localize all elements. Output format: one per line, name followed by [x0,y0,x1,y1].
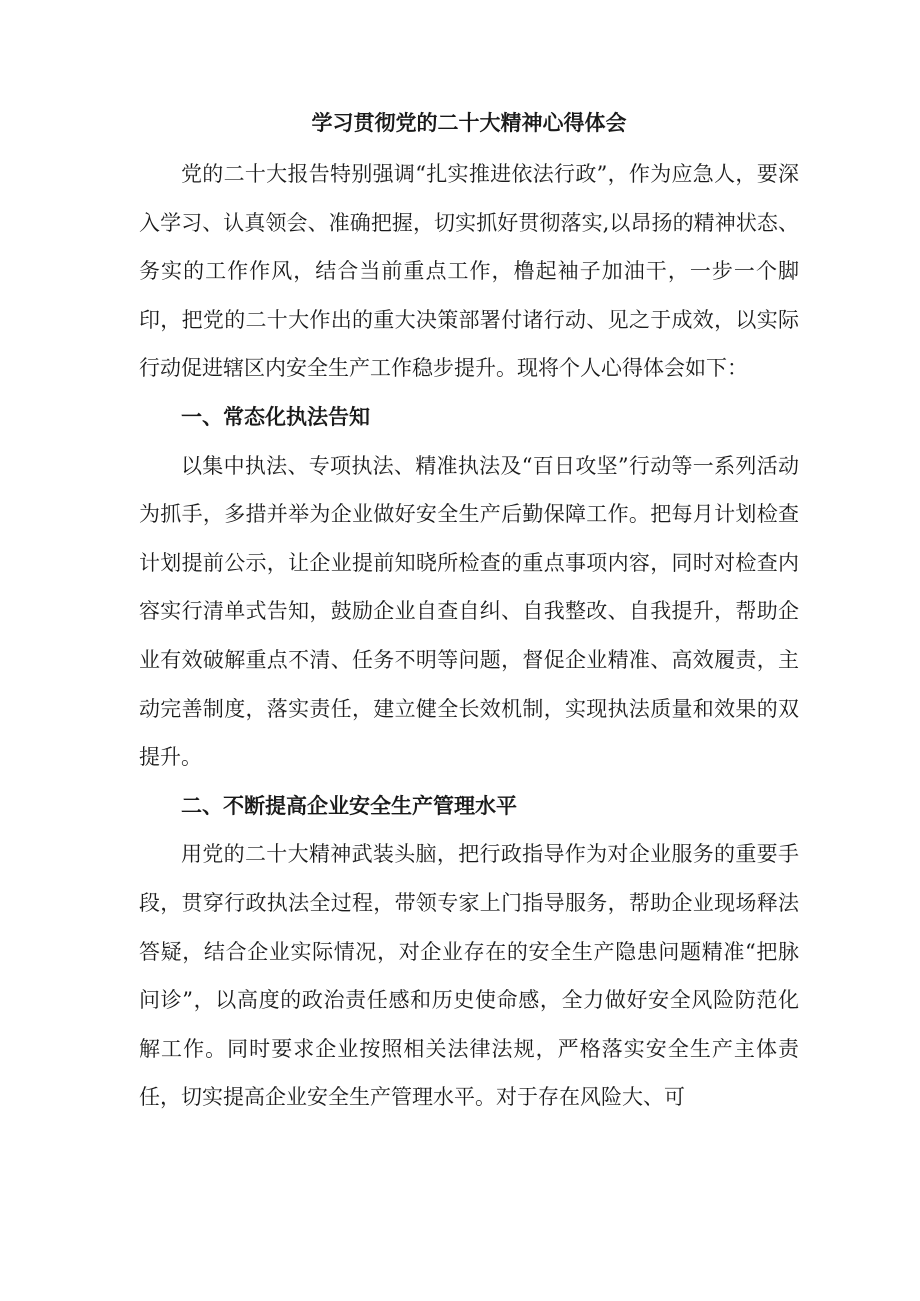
section-2-body: 用党的二十大精神武装头脑，把行政指导作为对企业服务的重要手段，贯穿行政执法全过程，带领专家上门指导服务，帮助企业现场释法答疑，结合企业实际情况，对企业存在的安全生产隐患问题精准“把脉问诊”，以高度的政治责任感和历史使命感，全力做好安全风险防范化解工作。同时要求企业按照相关法律法规，严格落实安全生产主体责任，切实提高企业安全生产管理水平。对于存在风险大、可 [139,842,799,1110]
intro-paragraph: 党的二十大报告特别强调“扎实推进依法行政”，作为应急人，要深入学习、认真领会、准确把握，切实抓好贯彻落实,以昂扬的精神状态、务实的工作作风，结合当前重点工作，橹起袖子加油干，一步一个脚印，把党的二十大作出的重大决策部署付诸行动、见之于成效，以实际行动促进辖区内安全生产工作稳步提升。现将个人心得体会如下： [139,162,799,381]
section-1-body: 以集中执法、专项执法、精准执法及“百日攻坚”行动等一系列活动为抓手，多措并举为企业做好安全生产后勤保障工作。把每月计划检查计划提前公示，让企业提前知晓所检查的重点事项内容，同时对检查内容实行清单式告知，鼓励企业自查自纠、自我整改、自我提升，帮助企业有效破解重点不清、任务不明等问题，督促企业精准、高效履责，主动完善制度，落实责任，建立健全长效机制，实现执法质量和效果的双提升。 [139,453,799,770]
document-title: 学习贯彻党的二十大精神心得体会 [311,110,627,135]
section-2-heading: 二、不断提高企业安全生产管理水平 [181,792,517,818]
section-1-heading: 一、常态化执法告知 [181,403,370,429]
document-page [139,108,799,1122]
